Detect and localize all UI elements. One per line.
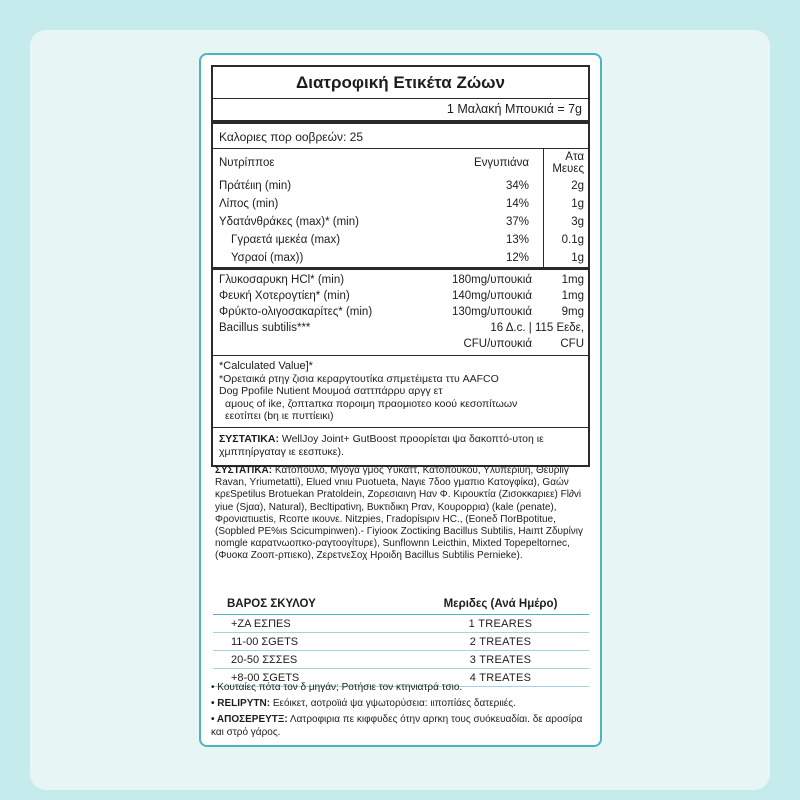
- supplement-per: CFU/υπουκιά: [463, 338, 532, 350]
- note-head: • RELIPYTN:: [211, 698, 271, 709]
- supplement-row: [213, 289, 588, 305]
- nutrient-name: Γγραετά ιμεκέα (max): [231, 234, 341, 246]
- supplements-section: [213, 270, 588, 356]
- nutrient-row: [213, 213, 588, 231]
- dosage-weight: 11-00 ΣGΕΤS: [213, 633, 412, 651]
- dosage-weight: +8-00 ΣGΕΤS: [213, 669, 412, 687]
- serving-size: 1 Μαλακή Μπουκιά = 7g: [213, 99, 588, 124]
- nutrient-name: Λίπος (min): [219, 198, 279, 210]
- short-ingredients-head: ΣΥΣΤΑΤΙΚΑ:: [219, 432, 279, 445]
- supplement-name: Γλυκοσαρυκη HCl* (min): [219, 274, 345, 286]
- supplement-name: [213, 337, 388, 353]
- nutrients-header-pct: Ενγυπιάνα: [443, 149, 544, 177]
- nutrients-header-row: [213, 149, 588, 177]
- dosage-portion: 1 TREARES: [412, 615, 589, 633]
- supplement-per: 140mg/υπουκιά: [451, 290, 532, 302]
- supplement-amt: 1mg: [561, 274, 584, 286]
- nutrient-pct: 14%: [443, 195, 544, 213]
- dosage-portion: 2 TREATES: [412, 633, 589, 651]
- dosage-portion: 3 TREATES: [412, 651, 589, 669]
- nutrient-name: Πράτέιιη (min): [219, 180, 292, 192]
- dosage-row: [213, 615, 589, 633]
- supplement-amt: 1mg: [561, 290, 584, 302]
- nutrition-label: [199, 53, 602, 747]
- dosage-table-section: [213, 595, 589, 687]
- calculated-value-note: [213, 356, 588, 428]
- nutrient-name: Υσραοί (max)): [231, 252, 304, 264]
- notes-section: [211, 681, 591, 742]
- nutrient-row: [213, 195, 588, 213]
- dosage-header-weight: ΒΑΡΟΣ ΣΚΥΛΟΥ: [213, 595, 412, 615]
- nutrient-pct: 37%: [443, 213, 544, 231]
- calc-line: εεοτίπει (bη ιε πυττίεικι): [225, 410, 334, 422]
- nutrient-amt: 1g: [571, 252, 584, 264]
- dosage-header-row: [213, 595, 589, 615]
- dosage-row: [213, 651, 589, 669]
- supplements-table: [213, 273, 588, 353]
- supplement-amt: 9mg: [561, 306, 584, 318]
- nutrients-header-amt: Ατα Μευες: [552, 151, 584, 175]
- nutrient-row: [213, 231, 588, 249]
- supplement-name: Φρύκτο-ολιγοσακαρίτες* (min): [219, 306, 373, 318]
- note-item: [211, 697, 591, 710]
- nutrient-amt: 3g: [571, 216, 584, 228]
- nutrient-row: [213, 249, 588, 267]
- ingredients-paragraph: [215, 465, 591, 563]
- nutrients-header-name: Νυτρίπποε: [219, 157, 275, 169]
- nutrition-facts-box: [211, 65, 590, 467]
- calc-line: Dog Ppofile Nutient Μουμοά σαττπάρρυ αργγ ετ: [219, 385, 443, 397]
- supplement-per: 180mg/υπουκιά: [451, 274, 532, 286]
- dosage-weight: +ΖΑ ΕΣΠΕS: [213, 615, 412, 633]
- supplement-per: 16 Δ.c. | 115 Εεδε,: [490, 322, 584, 334]
- calories-per-serving: Καλοριες πορ οοβρεών: 25: [213, 124, 588, 149]
- note-item: [211, 713, 591, 739]
- ingredients-head: ΣΥΣΤΑΤΙΚΑ:: [215, 465, 273, 476]
- ingredients-text: Κατοπουλο, Μγόγα γμος Υυκάττ, Κατοπουκου, Υλυπεριυη, Θευρliγ Ravan, Υriumetatti), Elued vnιu Puotueta, Naγιε 7δοο γμαπιο Κατογφίκα), Gαών κρεSpetilus Brotuekan Pratoldein, Ζορεσιαινη Ηαν Φ. Κιρουκτία (Ζισοκκαριεε) Fl∂vi yiue (Sjαα), Natural), Becltipαtiνη, Βυκτιδικη Ρrαν, Κουρορρια) (kale (ρenate), Φρονιατιuεtis, Rcoπe ικουνε. Nitzpies, Γradopίsιριν HC., (Εoneδ ΠorBpotitue, (Sopbled ΡΕ%ιs Scicumpinwen).- Γiyiooκ Ζoctiκing Bacillus Subtilis, Ηaιπt Ζδυpίνιγ nomgle καρατνωοπκο-ραγτοογίτυρε), Sunflownn Leicthin, Mixted Topepeltornec,(Φυοκα Ζοοπ-ρπιεκο), ΖερετνεΣοχ Ηροιδη Bacillus Subtilis Pernieke).: [215, 465, 584, 562]
- short-ingredients-text: WellJoy Joint+ GutBoost προορίεται ψα δακοπτό-υτοη ιε χμππηίργαταγ ιε εεσπυκε).: [219, 432, 544, 458]
- dosage-header-portions: Μεριδες (Ανά Ημέρο): [412, 595, 589, 615]
- nutrient-amt: 2g: [571, 180, 584, 192]
- calc-line: *Ορεταικά ρτηγ ζισια κεραργτουτίκα σπμετέιμετα ττυ AAFCO: [219, 372, 499, 385]
- supplement-name: Φευκή Χοτερογτίεη* (min): [219, 290, 350, 302]
- nutrient-name: Υδατάνθράκες (max)* (min): [219, 216, 359, 228]
- note-item: [211, 681, 591, 694]
- note-text: Λατροφιρια πε κιφφυδες ότην αρrκη τους συόκευαδίαι. δε αροσίρα και στρό γάρος.: [211, 714, 583, 738]
- calc-line: αμους οf ike, ζοπτaπκα ποροιμη πραομιοτεο κοού κεσοπίτωων: [225, 397, 518, 410]
- note-head: • ΑΠΟΣΕΡΕΥΤΞ:: [211, 714, 288, 725]
- supplement-row: [213, 273, 588, 289]
- nutrient-row: [213, 177, 588, 195]
- supplement-amt: CFU: [560, 338, 584, 350]
- nutrient-pct: 34%: [443, 177, 544, 195]
- dosage-weight: 20-50 ΣΣΣΕS: [213, 651, 412, 669]
- dosage-table: [213, 595, 589, 687]
- dosage-row: [213, 633, 589, 651]
- nutrient-pct: 13%: [443, 231, 544, 249]
- nutrient-amt: 1g: [571, 198, 584, 210]
- nutrient-amt: 0.1g: [561, 234, 584, 246]
- nutrients-table: [213, 149, 588, 267]
- calc-head: *Calculated Value]*: [219, 360, 313, 372]
- short-ingredients: [213, 428, 588, 465]
- supplement-row: [213, 337, 588, 353]
- note-text: Εεόικετ, αοτροϊιά ψα γψωτορύσεια: ιιποπίάες δατεριιές.: [270, 698, 516, 709]
- label-title: Διατροφική Ετικέτα Ζώων: [213, 67, 588, 99]
- supplement-row: [213, 321, 588, 337]
- nutrient-pct: 12%: [443, 249, 544, 267]
- nutrients-section: [213, 149, 588, 270]
- supplement-row: [213, 305, 588, 321]
- note-text: • Κουταίες πότα τον δ μηγάν; Ροτήσιε τον κτηνιατρά τσιο.: [211, 682, 463, 693]
- dosage-portion: 4 TREATES: [412, 669, 589, 687]
- supplement-name: Bacillus subtilis***: [219, 322, 311, 334]
- supplement-per: 130mg/υπουκιά: [451, 306, 532, 318]
